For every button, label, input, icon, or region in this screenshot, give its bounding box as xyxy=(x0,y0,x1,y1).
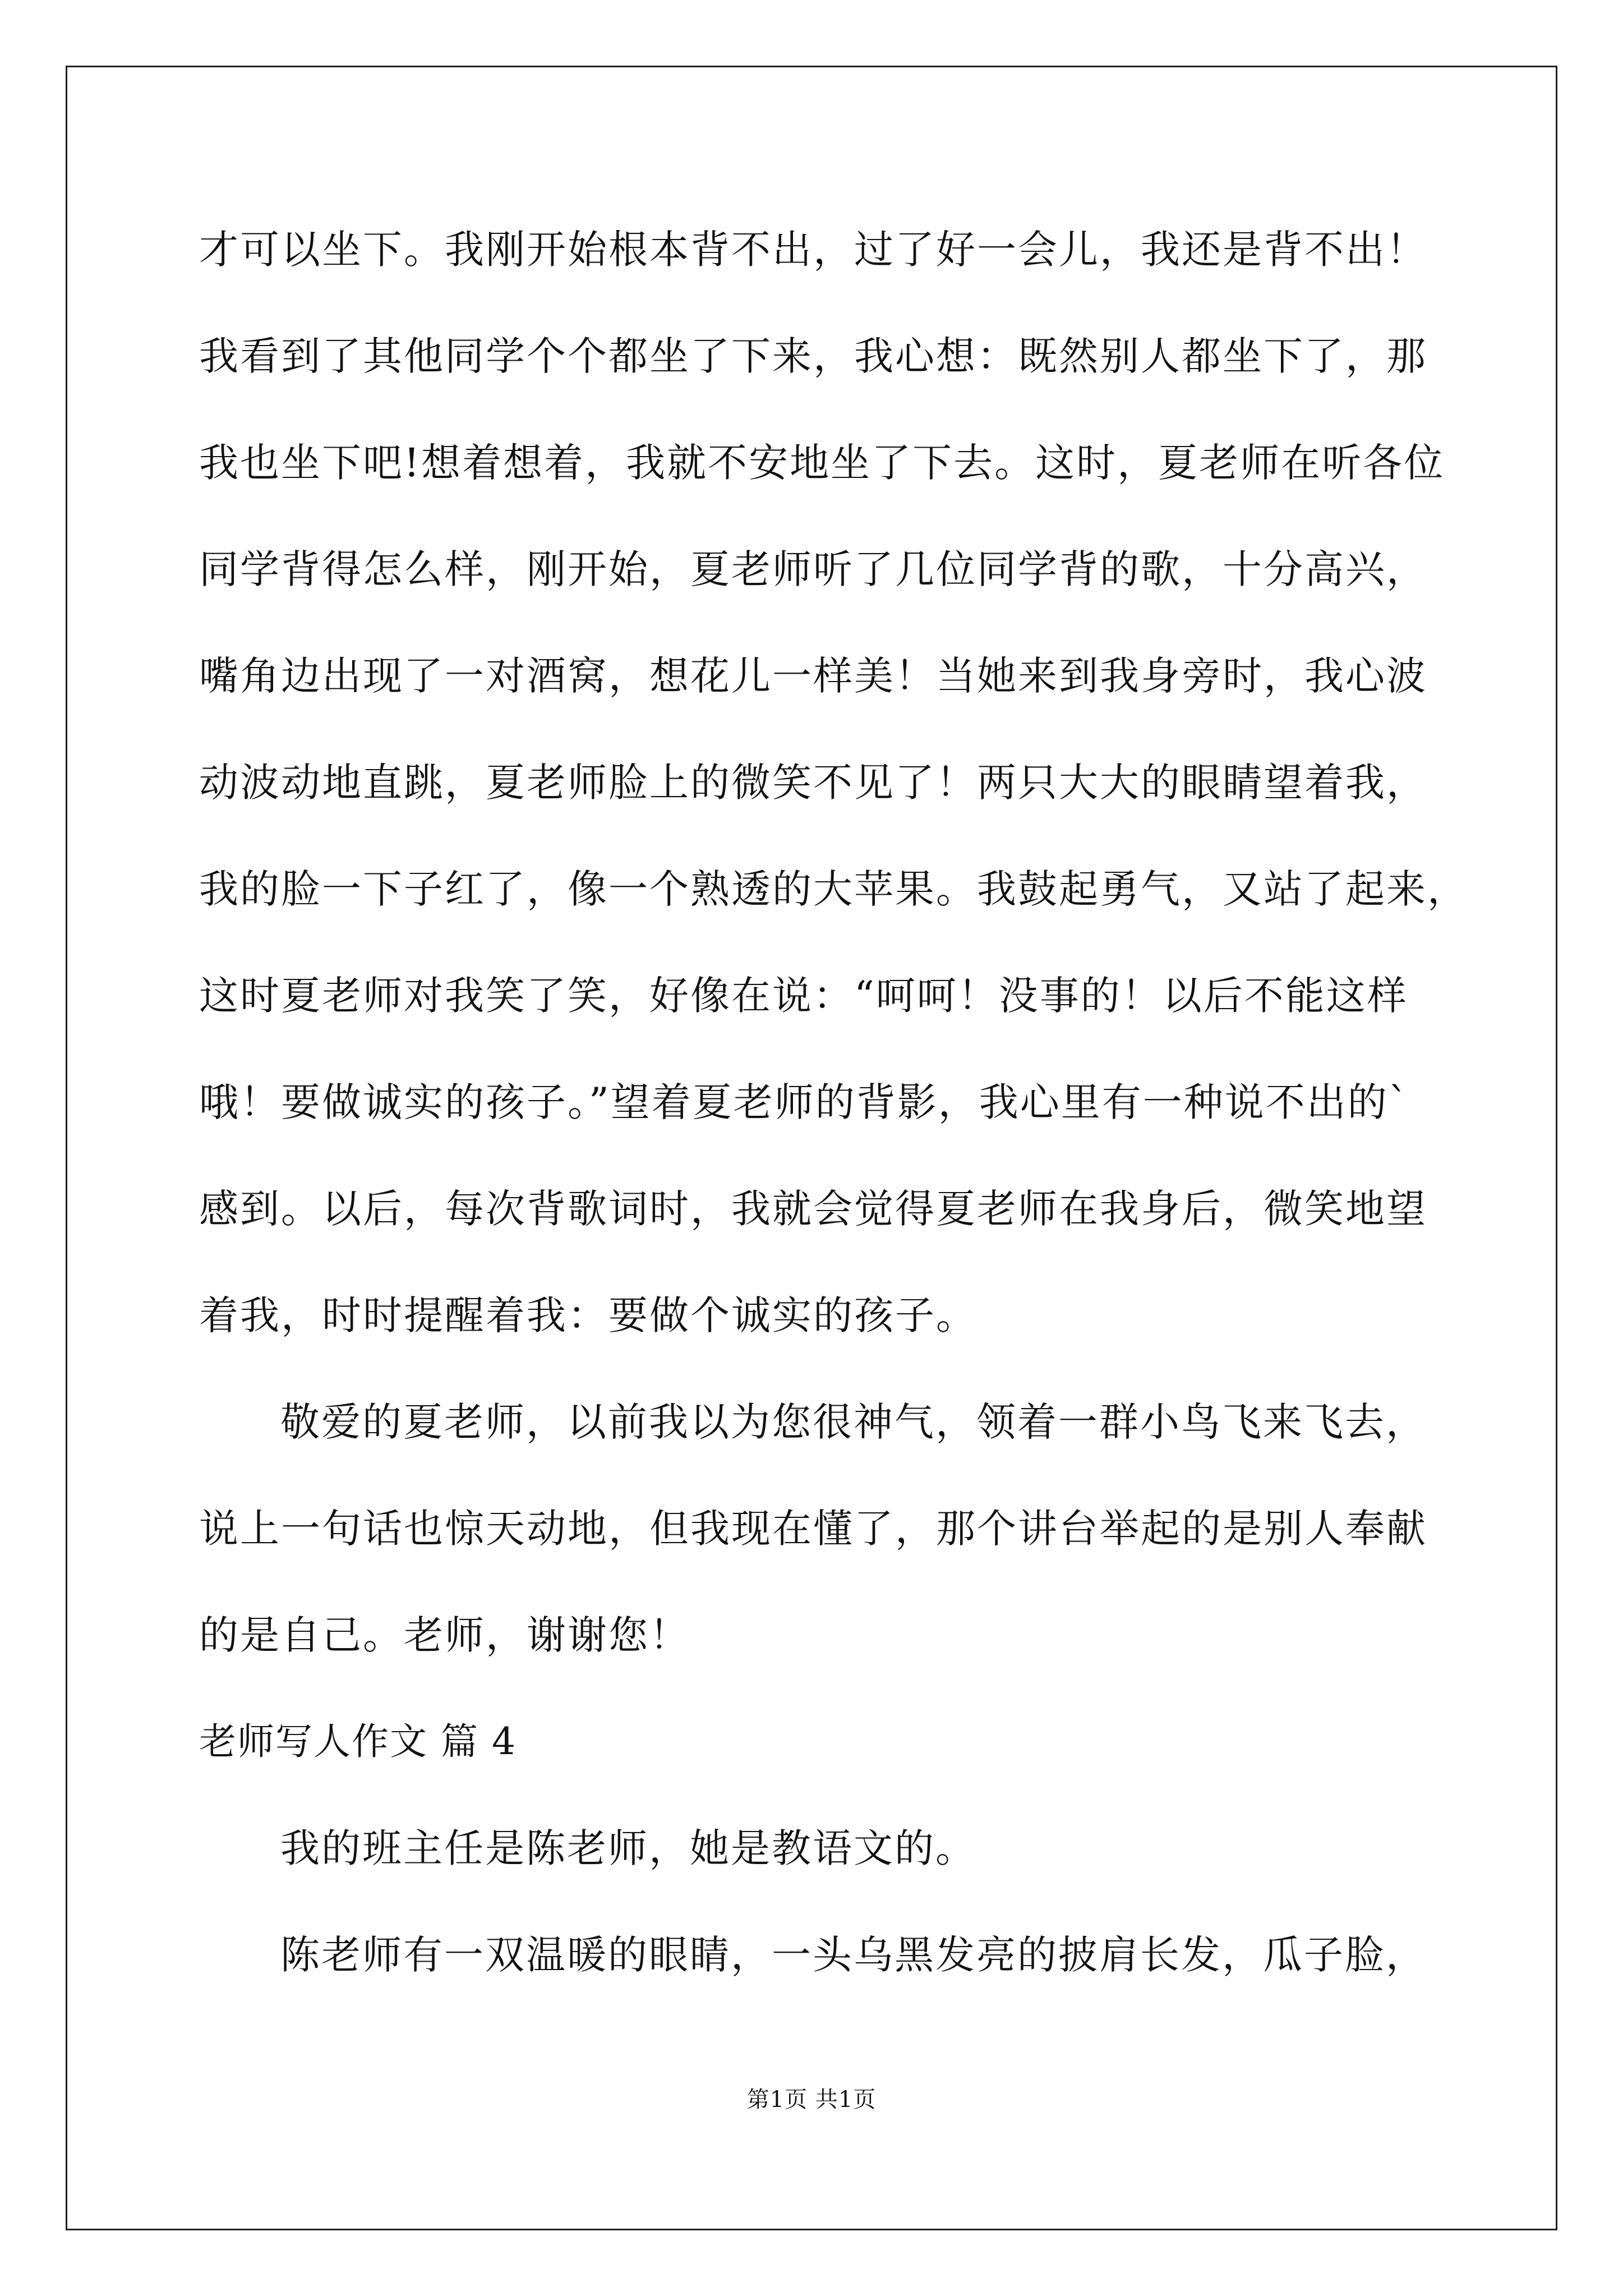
paragraph-line: 着我，时时提醒着我：要做个诚实的孩子。 xyxy=(199,1292,977,1338)
paragraph-line: 这时夏老师对我笑了笑，好像在说：“呵呵！没事的！以后不能这样 xyxy=(199,973,1408,1019)
page-footer: 第1页 共1页 xyxy=(746,2087,877,2113)
paragraph-line: 的是自己。老师，谢谢您！ xyxy=(199,1612,690,1658)
section-heading: 老师写人作文 篇 4 xyxy=(199,1720,517,1763)
paragraph-line: 敬爱的夏老师，以前我以为您很神气，领着一群小鸟飞来飞去， xyxy=(280,1399,1427,1445)
paragraph-line: 同学背得怎么样，刚开始，夏老师听了几位同学背的歌，十分高兴， xyxy=(199,546,1427,592)
paragraph-line: 我的脸一下子红了，像一个熟透的大苹果。我鼓起勇气，又站了起来， xyxy=(199,866,1468,912)
paragraph-line: 动波动地直跳，夏老师脸上的微笑不见了！两只大大的眼睛望着我， xyxy=(199,760,1427,806)
paragraph-line: 我看到了其他同学个个都坐了下来，我心想：既然别人都坐下了，那 xyxy=(199,333,1427,379)
paragraph-line: 哦！要做诚实的孩子。”望着夏老师的背影，我心里有一种说不出的` xyxy=(199,1079,1410,1125)
paragraph-line: 我的班主任是陈老师，她是教语文的。 xyxy=(280,1825,976,1871)
paragraph-line: 陈老师有一双温暖的眼睛，一头乌黑发亮的披肩长发，瓜子脸， xyxy=(280,1932,1427,1978)
paragraph-line: 我也坐下吧!想着想着，我就不安地坐了下去。这时，夏老师在听各位 xyxy=(199,440,1445,486)
paragraph-line: 说上一句话也惊天动地，但我现在懂了，那个讲台举起的是别人奉献 xyxy=(199,1506,1427,1552)
paragraph-line: 才可以坐下。我刚开始根本背不出，过了好一会儿，我还是背不出！ xyxy=(199,227,1427,273)
paragraph-line: 嘴角边出现了一对酒窝，想花儿一样美！当她来到我身旁时，我心波 xyxy=(199,653,1427,699)
paragraph-line: 感到。以后，每次背歌词时，我就会觉得夏老师在我身后，微笑地望 xyxy=(199,1186,1427,1232)
page-border xyxy=(66,66,1557,2230)
